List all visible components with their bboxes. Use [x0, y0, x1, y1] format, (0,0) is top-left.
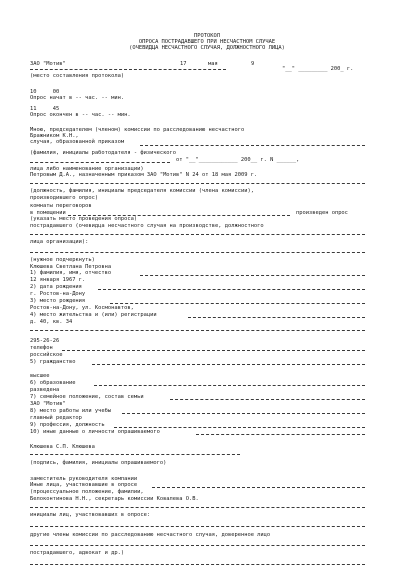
profession-underline: [114, 427, 365, 428]
respondent-caption: (подпись, фамилия, инициалы опрашиваемого): [30, 460, 167, 466]
birth-underline: [98, 289, 365, 290]
address-underline: [188, 317, 365, 318]
profession-value: главный редактор: [30, 415, 82, 421]
date-day: 17: [180, 61, 187, 67]
commission-line-3: случая, образованной приказом: [30, 139, 125, 145]
citizenship-label: 5) гражданство: [30, 359, 76, 365]
final-underline: [30, 564, 365, 565]
others-line-2: пострадавшего, адвокат и др.): [30, 550, 125, 556]
protocol-subtitle-2: (ОЧЕВИДЦА НЕСЧАСТНОГО СЛУЧАЯ, ДОЛЖНОСТНОГО ЛИЦА): [129, 45, 285, 51]
protocol-title: ПРОТОКОЛ: [194, 33, 220, 39]
birth-place: г. Ростов-на-Дону: [30, 291, 86, 297]
other-data-label: 10) иные данные о личности опрашиваемого: [30, 429, 160, 435]
others-line-1: другие члены комиссии по расследованию несчастного случая, доверенное лицо: [30, 532, 271, 538]
birth-date-label: 2) дата рождения: [30, 284, 82, 290]
commission-line-10: комнаты переговоров: [30, 203, 92, 209]
organization-name: ЗАО "Мотив": [30, 61, 66, 67]
family-label: 7) семейное положение, состав семьи: [30, 394, 144, 400]
participants-line: Иные лица, участвовавшие в опросе: [30, 482, 138, 488]
education-underline: [94, 385, 365, 386]
org-persons-underline: [30, 252, 365, 253]
birth-place-underline: [110, 303, 365, 304]
person-name-label: 1) фамилия, имя, отчество: [30, 270, 112, 276]
underline-caption: (нужное подчеркнуть): [30, 257, 95, 263]
commission-line-2: Бражником К.Н.,: [30, 133, 79, 139]
work-value: ЗАО "Мотив": [30, 401, 66, 407]
end-time-values: 11 45: [30, 106, 60, 112]
date-blank: "__" _________ 200_ г.: [282, 66, 354, 72]
order-underline: [140, 145, 365, 146]
start-time-values: 10 00: [30, 89, 60, 95]
address-label: 4) место жительства и (или) регистрации: [30, 312, 157, 318]
end-time-line: Опрос окончен в -- час. -- мин.: [30, 112, 131, 118]
commission-line-4: (фамилия, инициалы работодателя - физического: [30, 150, 177, 156]
employer-underline: [30, 162, 170, 163]
date-year-digit: 9: [251, 61, 255, 67]
person-name: Клюшева Светлана Петровна: [30, 264, 112, 270]
education-value: высшее: [30, 373, 50, 379]
commission-line-5: от "__"____________ 200__ г. N ______,: [176, 157, 300, 163]
commission-line-13: пострадавшего (очевидца несчастного случая на производстве, должностного: [30, 223, 264, 229]
room-underline-2: [30, 234, 365, 235]
place-caption: (место составления протокола): [30, 73, 125, 79]
commission-line-7: Петровым Д.А., назначенным приказом ЗАО "Мотив" N 24 от 18 мая 2009 г.: [30, 172, 258, 178]
start-time-line: Опрос начат в -- час. -- мин.: [30, 95, 125, 101]
phone-underline: [62, 350, 365, 351]
family-value: разведена: [30, 387, 60, 393]
work-underline: [122, 413, 365, 414]
chair-underline: [30, 183, 365, 184]
commission-line-11-tail: произведен опрос: [296, 210, 348, 216]
commission-line-6: лица либо наименование организации): [30, 166, 144, 172]
initials-line: инициалы лиц, участвовавших в опросе:: [30, 512, 151, 518]
others-underline: [30, 545, 365, 546]
birth-place-label: 3) место рождения: [30, 298, 86, 304]
phone-label: телефон: [30, 345, 53, 351]
work-label: 8) место работы или учебы: [30, 408, 112, 414]
profession-label: 9) профессия, должность: [30, 422, 105, 428]
initials-underline: [30, 526, 365, 527]
address-underline-2: [30, 330, 365, 331]
commission-line-9: производившего опрос): [30, 195, 99, 201]
address-line-1: Ростов-на-Дону, ул. Космонавтов,: [30, 305, 134, 311]
education-label: 6) образование: [30, 380, 76, 386]
commission-line-1: Мною, председателем (членом) комиссии по расследованию несчастного: [30, 127, 245, 133]
head-deputy: заместитель руководителя компании: [30, 476, 138, 482]
commission-line-12: (указать место проведения опроса): [30, 216, 138, 222]
respondent-signature: Клюшева С.П. Клюшева: [30, 444, 95, 450]
participants-underline: [152, 487, 365, 488]
citizenship-value: российское: [30, 352, 63, 358]
respondent-underline: [30, 454, 240, 455]
commission-line-11: в помещении: [30, 210, 66, 216]
family-underline: [170, 399, 365, 400]
date-month: мая: [208, 61, 218, 67]
protocol-subtitle: ОПРОСА ПОСТРАДАВШЕГО ПРИ НЕСЧАСТНОМ СЛУЧАЕ: [138, 39, 276, 45]
phone-value: 295-26-26: [30, 338, 60, 344]
citizenship-underline: [92, 364, 365, 365]
participants-underline-2: [30, 507, 365, 508]
commission-line-14: лица организации):: [30, 239, 89, 245]
other-data-underline: [196, 434, 365, 435]
birth-date: 12 января 1967 г.: [30, 277, 86, 283]
commission-line-8: (должность, фамилия, инициалы председателя комиссии (члена комиссии),: [30, 188, 254, 194]
name-underline: [140, 275, 365, 276]
place-underline: [30, 69, 226, 70]
participants-names: Белоконтинова Н.Н., секретарь комиссии Ковалева О.В.: [30, 496, 199, 502]
participants-caption: (процессуальное положение, фамилии,: [30, 489, 144, 495]
address-line-2: д. 40, кв. 34: [30, 319, 73, 325]
